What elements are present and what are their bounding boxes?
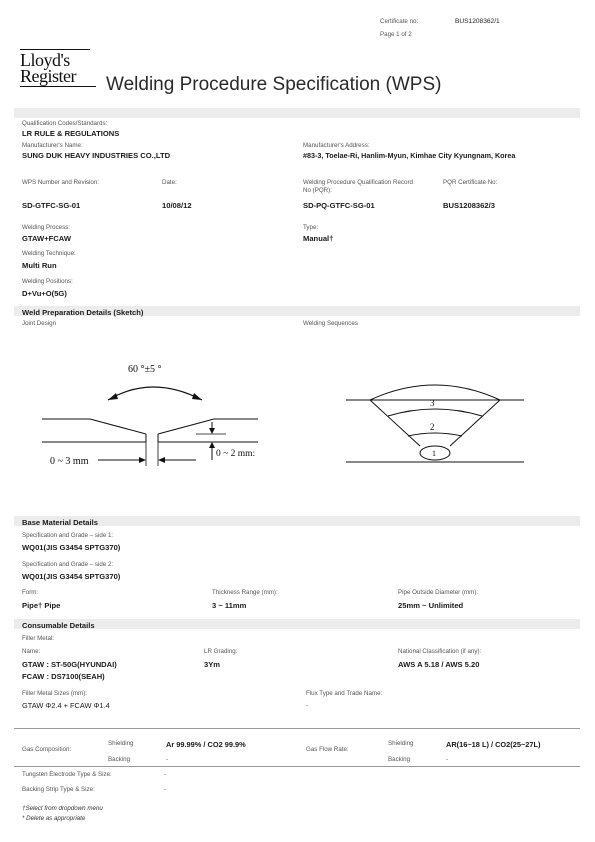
technique-value: Multi Run bbox=[22, 261, 57, 270]
footnote-delete: * Delete as appropriate bbox=[22, 815, 86, 822]
positions-label: Welding Positions: bbox=[22, 278, 73, 285]
certificate-no-label: Certificate no: bbox=[380, 18, 419, 25]
gas-shielding-value: Ar 99.99% / CO2 99.9% bbox=[166, 740, 246, 749]
flux-value: - bbox=[306, 702, 309, 709]
side1-label: Specification and Grade – side 1: bbox=[22, 532, 114, 539]
tungsten-label: Tungsten Electrode Type & Size: bbox=[22, 771, 112, 778]
grading-value: 3Ym bbox=[204, 660, 221, 669]
date-label: Date: bbox=[162, 179, 177, 186]
header-band bbox=[14, 108, 580, 118]
classification-label: National Classification (if any): bbox=[398, 648, 482, 655]
sequences-label: Welding Sequences bbox=[303, 320, 358, 327]
flux-label: Flux Type and Trade Name: bbox=[306, 690, 383, 697]
side2-value: WQ01(JIS G3454 SPTG370) bbox=[22, 572, 121, 581]
gas-shielding-label: Shielding bbox=[108, 740, 134, 747]
manufacturer-address-label: Manufacturer's Address: bbox=[303, 142, 370, 149]
manufacturer-address-value: #83-3, Toelae-Ri, Hanlim-Myun, Kimhae City Kyungnam, Korea bbox=[303, 151, 516, 160]
process-value: GTAW+FCAW bbox=[22, 234, 72, 243]
wps-number-value: SD-GTFC-SG-01 bbox=[22, 201, 81, 210]
od-value: 25mm ~ Unlimited bbox=[398, 601, 464, 610]
side1-value: WQ01(JIS G3454 SPTG370) bbox=[22, 543, 121, 552]
consumable-band bbox=[14, 619, 580, 629]
filler-sizes-value: GTAW Φ2.4 + FCAW Φ1.4 bbox=[22, 701, 110, 710]
od-label: Pipe Outside Diameter (mm): bbox=[398, 589, 479, 596]
base-material-band bbox=[14, 516, 580, 526]
manufacturer-name-value: SUNG DUK HEAVY INDUSTRIES CO.,LTD bbox=[22, 151, 171, 160]
grading-label: LR Grading: bbox=[204, 648, 238, 655]
technique-label: Welding Technique: bbox=[22, 250, 76, 257]
backing-strip-label: Backing Strip Type & Size: bbox=[22, 786, 95, 793]
sequence-pass-3: 3 bbox=[430, 398, 435, 408]
pqr-cert-value: BUS1208362/3 bbox=[443, 201, 495, 210]
sequence-pass-1: 1 bbox=[432, 449, 436, 458]
sequence-pass-2: 2 bbox=[430, 422, 435, 432]
lloyds-register-logo bbox=[20, 49, 96, 87]
joint-design-sketch bbox=[36, 356, 266, 478]
tungsten-value: - bbox=[164, 771, 167, 778]
flow-backing-value: - bbox=[446, 756, 449, 763]
filler-sizes-label: Filler Metal Sizes (mm): bbox=[22, 690, 87, 697]
type-label: Type: bbox=[303, 224, 319, 231]
welding-sequence-sketch bbox=[340, 376, 530, 476]
logo-line-1: Lloyd's bbox=[20, 50, 70, 70]
page-title: Welding Procedure Specification (WPS) bbox=[106, 74, 442, 95]
thickness-label: Thickness Range (mm): bbox=[212, 589, 278, 596]
gas-flow-label: Gas Flow Rate: bbox=[306, 746, 349, 753]
flow-shielding-value: AR(16~18 L) / CO2(25~27L) bbox=[446, 740, 541, 749]
flow-backing-label: Backing bbox=[388, 756, 411, 763]
classification-value: AWS A 5.18 / AWS 5.20 bbox=[398, 660, 480, 669]
qual-codes-label: Qualification Codes/Standards: bbox=[22, 120, 108, 127]
qual-codes-value: LR RULE & REGULATIONS bbox=[22, 129, 120, 138]
base-material-heading: Base Material Details bbox=[22, 518, 98, 527]
filler-name-value-2: FCAW : DS7100(SEAH) bbox=[22, 672, 105, 681]
page-number: Page 1 of 2 bbox=[380, 31, 412, 38]
angle-label: 60 °±5 ° bbox=[128, 364, 162, 375]
process-label: Welding Process: bbox=[22, 224, 71, 231]
tungsten-divider bbox=[14, 766, 580, 767]
date-value: 10/08/12 bbox=[162, 201, 192, 210]
gap-label: 0 ~ 3 mm bbox=[50, 456, 89, 467]
type-value: Manual† bbox=[303, 234, 334, 243]
form-value: Pipe† Pipe bbox=[22, 601, 61, 610]
thickness-value: 3 ~ 11mm bbox=[212, 601, 247, 610]
backing-strip-value: - bbox=[164, 786, 167, 793]
flow-shielding-label: Shielding bbox=[388, 740, 414, 747]
wps-number-label: WPS Number and Revision: bbox=[22, 179, 100, 186]
form-label: Form: bbox=[22, 589, 39, 596]
pqr-cert-label: PQR Certificate No: bbox=[443, 179, 498, 186]
filler-name-label: Name: bbox=[22, 648, 41, 655]
filler-metal-label: Filler Metal: bbox=[22, 635, 54, 642]
filler-name-value-1: GTAW : ST-50G(HYUNDAI) bbox=[22, 660, 117, 669]
pqr-label-1: Welding Procedure Qualification Record bbox=[303, 179, 413, 186]
consumable-heading: Consumable Details bbox=[22, 621, 95, 630]
certificate-no-value: BUS1208362/1 bbox=[455, 18, 500, 25]
joint-design-label: Joint Design bbox=[22, 320, 57, 327]
gas-backing-label: Backing bbox=[108, 756, 131, 763]
root-face-label: 0 ~ 2 mm: bbox=[216, 449, 256, 459]
gas-composition-label: Gas Composition: bbox=[22, 746, 72, 753]
logo-line-2: Register bbox=[20, 66, 76, 86]
footnote-dropdown: †Select from dropdown menu bbox=[22, 805, 103, 812]
pqr-value: SD-PQ-GTFC-SG-01 bbox=[303, 201, 375, 210]
manufacturer-name-label: Manufacturer's Name: bbox=[22, 142, 83, 149]
logo-rule-bottom bbox=[20, 86, 96, 87]
weld-prep-heading: Weld Preparation Details (Sketch) bbox=[22, 308, 144, 317]
gas-backing-value: - bbox=[166, 756, 169, 763]
gas-divider bbox=[14, 728, 580, 729]
pqr-label-2: No (PQR): bbox=[303, 187, 332, 194]
positions-value: D+Vu+O(5G) bbox=[22, 289, 67, 298]
side2-label: Specification and Grade – side 2: bbox=[22, 561, 114, 568]
